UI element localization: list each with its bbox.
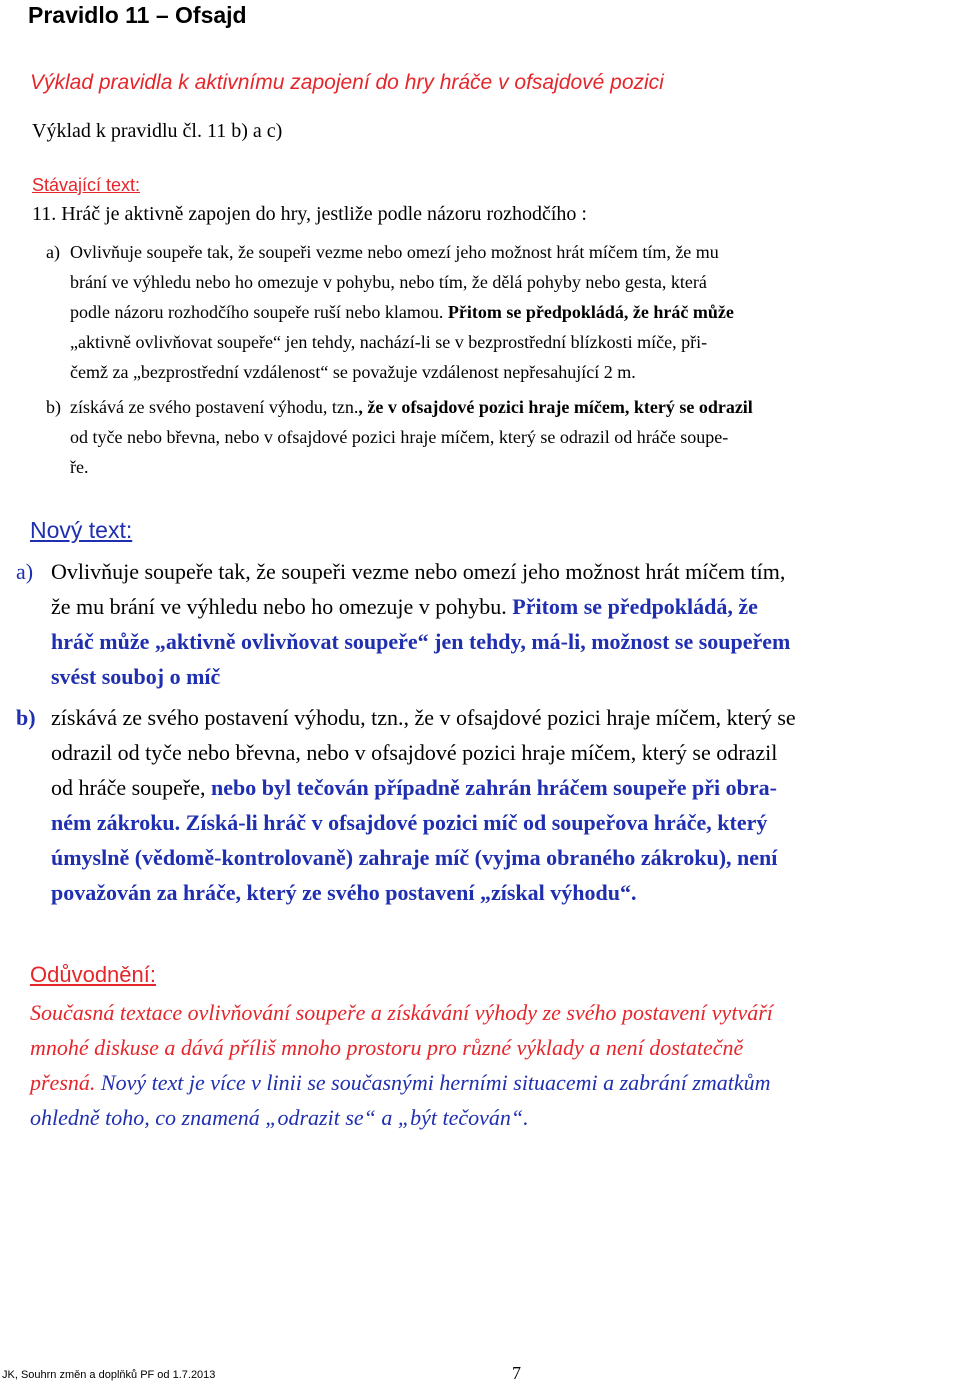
old-item-b-line-1b: , že v ofsajdové pozici hraje míčem, který se odrazil — [358, 397, 753, 417]
old-item-b-line-1a: získává ze svého postavení výhodu, tzn. — [70, 397, 359, 417]
old-item-b-line-1 — [70, 397, 753, 418]
new-item-b-line-6: považován za hráče, který ze svého postavení „získal výhodu“. — [51, 880, 637, 905]
old-item-a-line-4: „aktivně ovlivňovat soupeře“ jen tehdy, nachází-li se v bezprostřední blízkosti míče, při- — [70, 332, 708, 352]
old-item-a-marker: a) — [46, 242, 60, 262]
page-title: Pravidlo 11 – Ofsajd — [28, 2, 247, 28]
new-item-a-marker: a) — [16, 559, 34, 584]
old-item-a-line-2: brání ve výhledu nebo ho omezuje v pohybu, nebo tím, že dělá pohyby nebo gesta, která — [70, 272, 707, 292]
new-item-a-line-2 — [51, 594, 758, 620]
new-item-b-line-2: odrazil od tyče nebo břevna, nebo v ofsajdové pozici hraje míčem, který se odrazil — [51, 740, 778, 765]
new-item-b-marker: b) — [16, 705, 36, 730]
old-text-intro: 11. Hráč je aktivně zapojen do hry, jestliže podle názoru rozhodčího : — [32, 203, 587, 225]
reasoning-line-4: ohledně toho, co znamená „odrazit se“ a „být tečován“. — [30, 1105, 529, 1130]
page-number: 7 — [512, 1363, 521, 1383]
subtitle: Výklad pravidla k aktivnímu zapojení do hry hráče v ofsajdové pozici — [30, 71, 664, 94]
new-item-b-line-5: úmyslně (vědomě-kontrolovaně) zahraje míč (vyjma obraného zákroku), není — [51, 845, 778, 870]
old-item-b-marker: b) — [46, 397, 61, 417]
old-item-b-line-3: ře. — [70, 457, 89, 477]
new-item-b-line-3b: nebo byl tečován případně zahrán hráčem soupeře při obra- — [205, 775, 777, 800]
old-item-a-line-3b: Přitom se předpokládá, že hráč může — [443, 302, 734, 322]
footer-text: JK, Souhrn změn a doplňků PF od 1.7.2013 — [2, 1369, 216, 1381]
new-item-b-line-3a: od hráče soupeře, — [51, 775, 206, 800]
rule-reference: Výklad k pravidlu čl. 11 b) a c) — [32, 120, 283, 142]
reasoning-line-1: Současná textace ovlivňování soupeře a získávání výhody ze svého postavení vytváří — [30, 1000, 773, 1025]
new-item-a-line-3: hráč může „aktivně ovlivňovat soupeře“ jen tehdy, má-li, možnost se soupeřem — [51, 629, 791, 654]
new-item-a-line-2b: Přitom se předpokládá, že — [506, 594, 758, 619]
new-item-a-line-2a: že mu brání ve výhledu nebo ho omezuje v pohybu. — [51, 594, 507, 619]
old-item-a-line-5: čemž za „bezprostřední vzdálenost“ se považuje vzdálenost nepřesahující 2 m. — [70, 362, 636, 382]
reasoning-line-3 — [30, 1070, 771, 1096]
new-item-b-line-4: ném zákroku. Získá-li hráč v ofsajdové pozici míč od soupeřova hráče, který — [51, 810, 768, 835]
old-item-a-line-3a: podle názoru rozhodčího soupeře ruší nebo klamou. — [70, 302, 444, 322]
new-item-b-line-3 — [51, 775, 777, 801]
reasoning-line-3a: přesná. — [30, 1070, 96, 1095]
new-item-b-line-1: získává ze svého postavení výhodu, tzn., že v ofsajdové pozici hraje míčem, který se — [51, 705, 796, 730]
reasoning-line-3b: Nový text je více v linii se současnými herními situacemi a zabrání zmatkům — [95, 1070, 771, 1095]
old-text-heading: Stávající text: — [32, 175, 141, 195]
new-text-heading: Nový text: — [30, 517, 133, 543]
old-item-a-line-1: Ovlivňuje soupeře tak, že soupeři vezme nebo omezí jeho možnost hrát míčem tím, že mu — [70, 242, 719, 262]
new-item-a-line-4: svést souboj o míč — [51, 664, 221, 689]
old-item-b-line-2: od tyče nebo břevna, nebo v ofsajdové pozici hraje míčem, který se odrazil od hráče soupe- — [70, 427, 729, 447]
reasoning-line-2: mnohé diskuse a dává příliš mnoho prostoru pro různé výklady a není dostatečně — [30, 1035, 744, 1060]
new-item-a-line-1: Ovlivňuje soupeře tak, že soupeři vezme nebo omezí jeho možnost hrát míčem tím, — [51, 559, 786, 584]
old-item-a-line-3 — [70, 302, 734, 323]
reasoning-heading: Odůvodnění: — [30, 962, 156, 987]
